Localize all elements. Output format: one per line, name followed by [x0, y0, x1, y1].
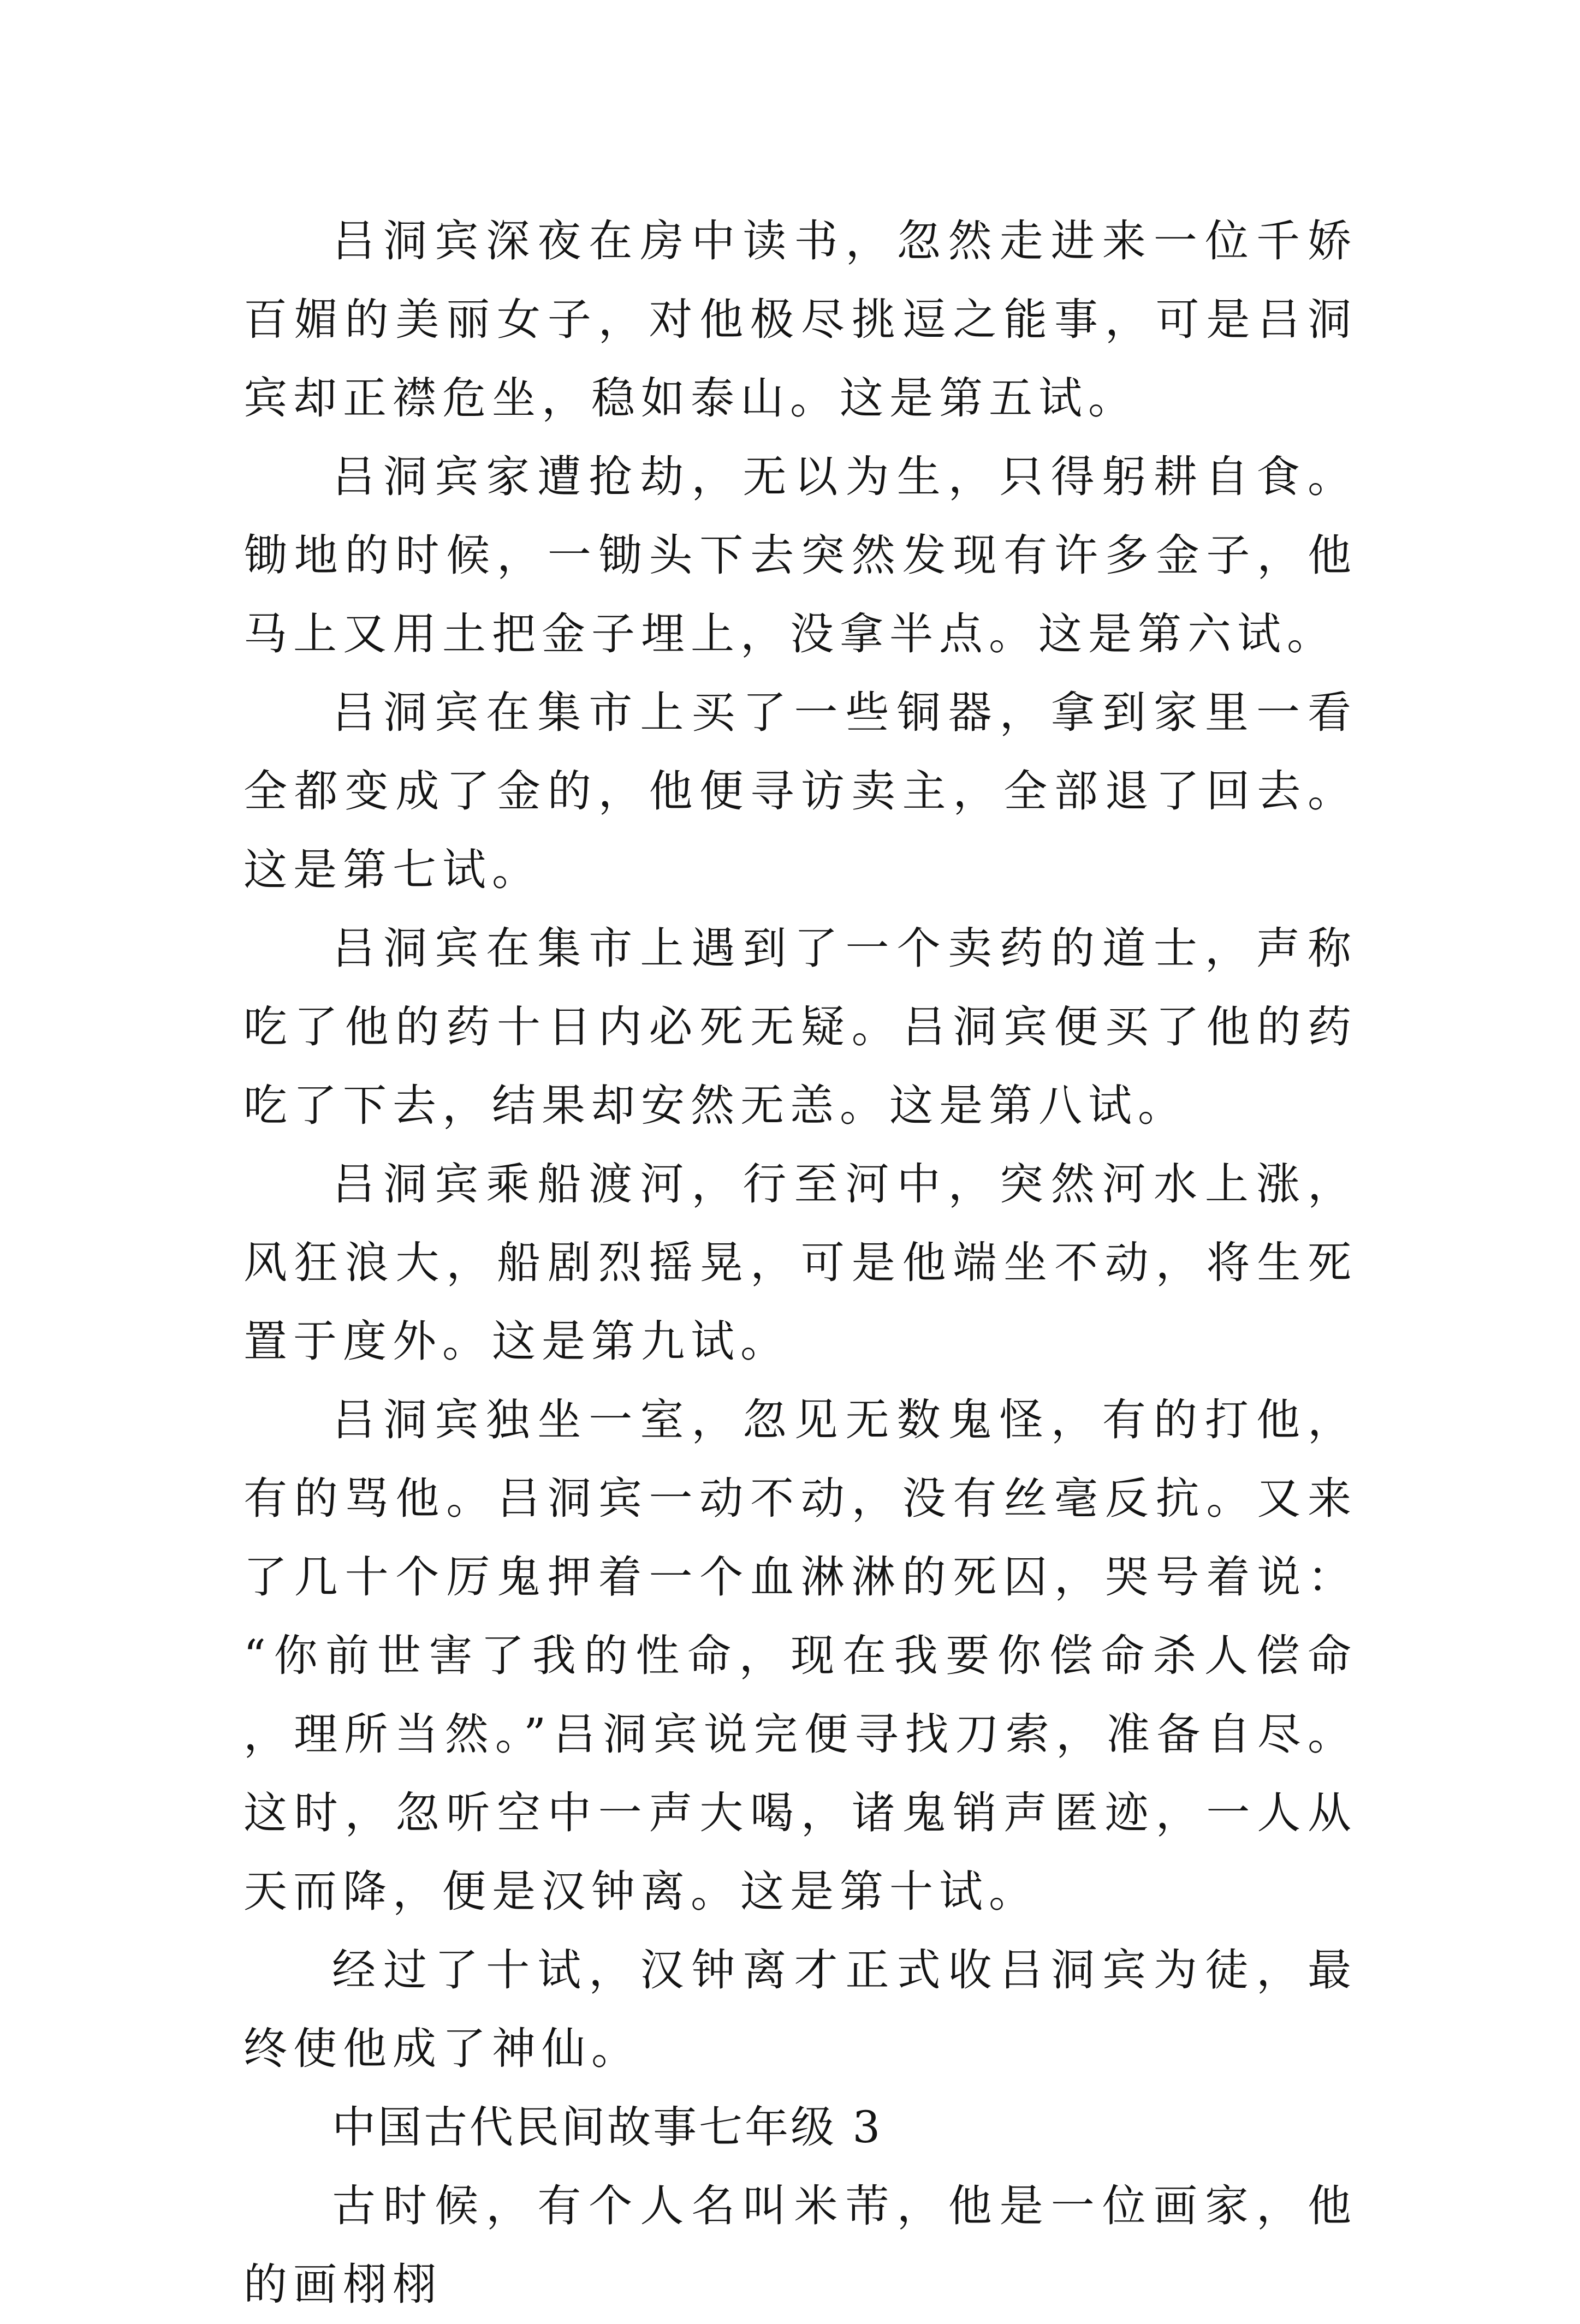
paragraph-conclusion: 经过了十试，汉钟离才正式收吕洞宾为徒，最终使他成了神仙。	[243, 1945, 1357, 2074]
paragraph-sixth-trial: 吕洞宾家遭抢劫，无以为生，只得躬耕自食。锄地的时候，一锄头下去突然发现有许多金子，他马上又用土把金子埋上，没拿半点。这是第六试。	[243, 451, 1357, 659]
paragraph-mi-fu-start: 古时候，有个人名叫米芾，他是一位画家，他的画栩栩	[243, 2180, 1357, 2310]
paragraph-tenth-trial: 吕洞宾独坐一室，忽见无数鬼怪，有的打他，有的骂他。吕洞宾一动不动，没有丝毫反抗。又来了几十个厉鬼押着一个血淋淋的死囚，哭号着说：“你前世害了我的性命，现在我要你偿命杀人偿命，理所当然。”吕洞宾说完便寻找刀索，准备自尽。这时，忽听空中一声大喝，诸鬼销声匿迹，一人从天而降，便是汉钟离。这是第十试。	[243, 1395, 1357, 1917]
section-heading: 中国古代民间故事七年级 3	[332, 2102, 883, 2153]
document-body	[243, 202, 1357, 2324]
paragraph-fifth-trial: 吕洞宾深夜在房中读书，忽然走进来一位千娇百媚的美丽女子，对他极尽挑逗之能事，可是吕洞宾却正襟危坐，稳如泰山。这是第五试。	[243, 216, 1357, 424]
paragraph-eighth-trial: 吕洞宾在集市上遇到了一个卖药的道士，声称吃了他的药十日内必死无疑。吕洞宾便买了他的药吃了下去，结果却安然无恙。这是第八试。	[243, 923, 1357, 1131]
paragraph-ninth-trial: 吕洞宾乘船渡河，行至河中，突然河水上涨，风狂浪大，船剧烈摇晃，可是他端坐不动，将生死置于度外。这是第九试。	[243, 1159, 1357, 1367]
paragraph-seventh-trial: 吕洞宾在集市上买了一些铜器，拿到家里一看全都变成了金的，他便寻访卖主，全部退了回去。这是第七试。	[243, 687, 1357, 895]
